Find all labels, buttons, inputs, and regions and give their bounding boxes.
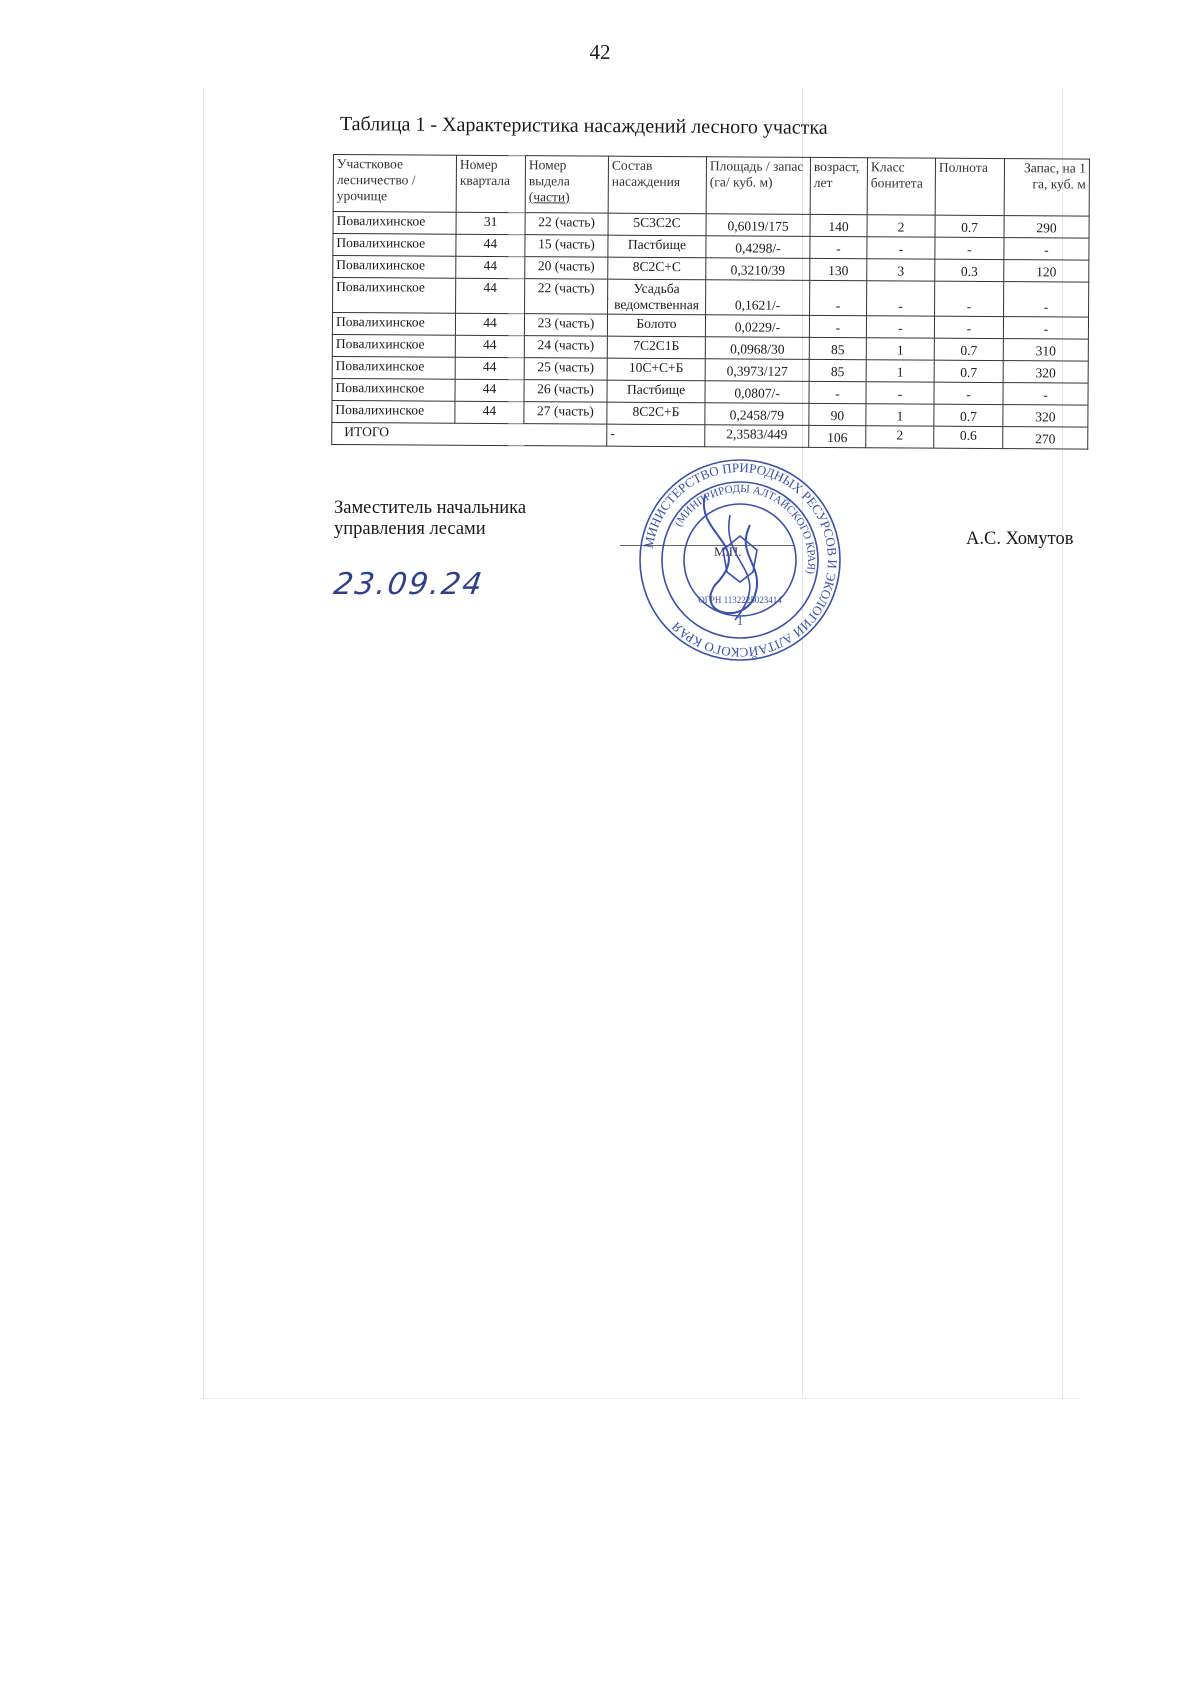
cell-density: 0.7 [934, 360, 1003, 382]
mp-label: М.П. [714, 544, 742, 559]
official-seal [635, 455, 845, 665]
cell-bonitet: 1 [866, 338, 934, 360]
cell-plot: 15 (часть) [525, 235, 608, 258]
cell-stock-per-ha: - [1003, 317, 1088, 340]
cell-plot: 27 (часть) [524, 402, 607, 425]
cell-composition: 10С+С+Б [607, 358, 705, 381]
scan-artifact-line [200, 1398, 1080, 1399]
plantation-table [331, 154, 1090, 450]
total-label: ИТОГО [332, 422, 607, 446]
total-area-stock: 2,3583/449 [705, 425, 809, 448]
header-plot-parts: (части) [528, 189, 570, 205]
cell-forestry: Повалихинское [333, 212, 456, 235]
cell-forestry: Повалихинское [333, 256, 456, 279]
cell-area-stock: 0,0807/- [705, 381, 809, 404]
seal-inner-text: (МИНПРИРОДЫ АЛТАЙСКОГО КРАЯ) [672, 482, 818, 575]
cell-density: 0.7 [934, 338, 1003, 360]
plantation-table-container [331, 154, 1089, 450]
cell-composition: 8С2С+С [608, 257, 706, 280]
cell-composition: Болото [607, 314, 705, 337]
cell-plot: 26 (часть) [524, 380, 607, 403]
cell-area-stock: 0,4298/- [706, 236, 810, 259]
header-composition: Состав насаждения [608, 156, 706, 214]
cell-age: 85 [809, 337, 866, 359]
cell-forestry: Повалихинское [332, 378, 455, 401]
header-age: возраст, лет [810, 157, 867, 214]
header-bonitet: Класс бонитета [867, 158, 935, 215]
cell-density: 0.7 [935, 215, 1004, 237]
cell-quarter: 44 [455, 313, 524, 335]
cell-quarter: 44 [455, 357, 524, 379]
cell-plot: 22 (часть) [525, 279, 608, 315]
cell-bonitet: 1 [866, 404, 934, 426]
cell-stock-per-ha: 310 [1003, 339, 1088, 362]
cell-density: - [935, 281, 1004, 316]
cell-forestry: Повалихинское [333, 234, 456, 257]
cell-quarter: 44 [456, 234, 525, 256]
cell-composition: Пастбище [607, 380, 705, 403]
cell-bonitet: 2 [867, 215, 935, 237]
total-age: 106 [809, 425, 866, 447]
cell-density: - [934, 382, 1003, 404]
cell-bonitet: - [866, 382, 934, 404]
cell-age: - [810, 236, 867, 258]
cell-age: - [810, 280, 867, 315]
cell-bonitet: 3 [867, 259, 935, 281]
cell-plot: 20 (часть) [525, 257, 608, 280]
cell-forestry: Повалихинское [332, 334, 455, 357]
cell-area-stock: 0,1621/- [706, 280, 810, 316]
cell-bonitet: - [867, 281, 935, 316]
total-bonitet: 2 [866, 426, 934, 448]
cell-plot: 22 (часть) [525, 213, 608, 236]
signer-name: А.С. Хомутов [966, 529, 1074, 549]
seal-ogrn: ОГРН 1132225023414 [698, 595, 782, 605]
cell-stock-per-ha: - [1003, 383, 1088, 406]
cell-stock-per-ha: 120 [1004, 260, 1089, 283]
handwritten-date: 23.09.24 [331, 567, 487, 602]
cell-composition: Усадьба ведомственная [608, 279, 706, 315]
cell-stock-per-ha: 320 [1003, 361, 1088, 384]
cell-age: 85 [809, 359, 866, 381]
header-stock-per-ha: Запас, на 1 га, куб. м [1004, 159, 1089, 217]
cell-area-stock: 0,0968/30 [705, 337, 809, 360]
cell-density: - [935, 237, 1004, 259]
table-total-row [332, 422, 1088, 449]
table-title: Таблица 1 - Характеристика насаждений лесного участка [339, 113, 828, 139]
table-row [333, 278, 1089, 318]
table-header-row [333, 155, 1089, 217]
total-stock-per-ha: 270 [1003, 427, 1088, 450]
cell-stock-per-ha: 290 [1004, 216, 1089, 239]
cell-area-stock: 0,6019/175 [706, 214, 810, 237]
cell-forestry: Повалихинское [333, 278, 456, 314]
cell-bonitet: 1 [866, 360, 934, 382]
header-density: Полнота [935, 158, 1004, 215]
signer-position-line1: Заместитель начальника [334, 498, 527, 518]
cell-forestry: Повалихинское [332, 356, 455, 379]
cell-age: - [809, 381, 866, 403]
scan-artifact-line [203, 88, 204, 1398]
cell-stock-per-ha: 320 [1003, 405, 1088, 428]
cell-stock-per-ha: - [1004, 238, 1089, 261]
total-density: 0.6 [934, 426, 1003, 448]
cell-quarter: 44 [455, 401, 524, 423]
cell-quarter: 44 [456, 278, 525, 313]
cell-composition: 5С3С2С [608, 213, 706, 236]
cell-stock-per-ha: - [1004, 282, 1089, 318]
cell-bonitet: - [867, 237, 935, 259]
cell-quarter: 31 [456, 212, 525, 234]
header-area-stock: Площадь / запас (га/ куб. м) [706, 157, 810, 215]
cell-age: 130 [810, 258, 867, 280]
cell-quarter: 44 [455, 379, 524, 401]
cell-density: 0.7 [934, 404, 1003, 426]
cell-density: - [934, 316, 1003, 338]
cell-composition: 7С2С1Б [607, 336, 705, 359]
cell-area-stock: 0,2458/79 [705, 403, 809, 426]
cell-plot: 25 (часть) [524, 358, 607, 381]
signer-position-line2: управления лесами [334, 519, 486, 539]
signer-position [334, 498, 526, 540]
cell-forestry: Повалихинское [332, 400, 455, 423]
cell-area-stock: 0,0229/- [705, 315, 809, 338]
table-body [332, 212, 1089, 450]
header-forestry: Участковое лесничество /урочище [333, 155, 456, 213]
header-quarter: Номер квартала [456, 155, 525, 212]
cell-density: 0.3 [935, 259, 1004, 281]
cell-composition: 8С2С+Б [607, 402, 705, 425]
cell-age: 90 [809, 403, 866, 425]
cell-plot: 23 (часть) [524, 314, 607, 337]
cell-bonitet: - [866, 316, 934, 338]
cell-age: - [809, 315, 866, 337]
seal-outer-text: МИНИСТЕРСТВО ПРИРОДНЫХ РЕСУРСОВ И ЭКОЛОГИИ АЛТАЙСКОГО КРАЯ [640, 459, 841, 661]
cell-age: 140 [810, 214, 867, 236]
total-composition: - [607, 424, 705, 447]
cell-composition: Пастбище [608, 235, 706, 258]
cell-forestry: Повалихинское [332, 313, 455, 336]
cell-plot: 24 (часть) [524, 336, 607, 359]
cell-quarter: 44 [456, 256, 525, 278]
seal-number: 1 [736, 613, 744, 628]
cell-area-stock: 0,3973/127 [705, 359, 809, 382]
cell-area-stock: 0,3210/39 [706, 258, 810, 281]
cell-quarter: 44 [455, 335, 524, 357]
header-plot: Номер выдела (части) [525, 156, 608, 214]
page-number: 42 [589, 40, 611, 64]
